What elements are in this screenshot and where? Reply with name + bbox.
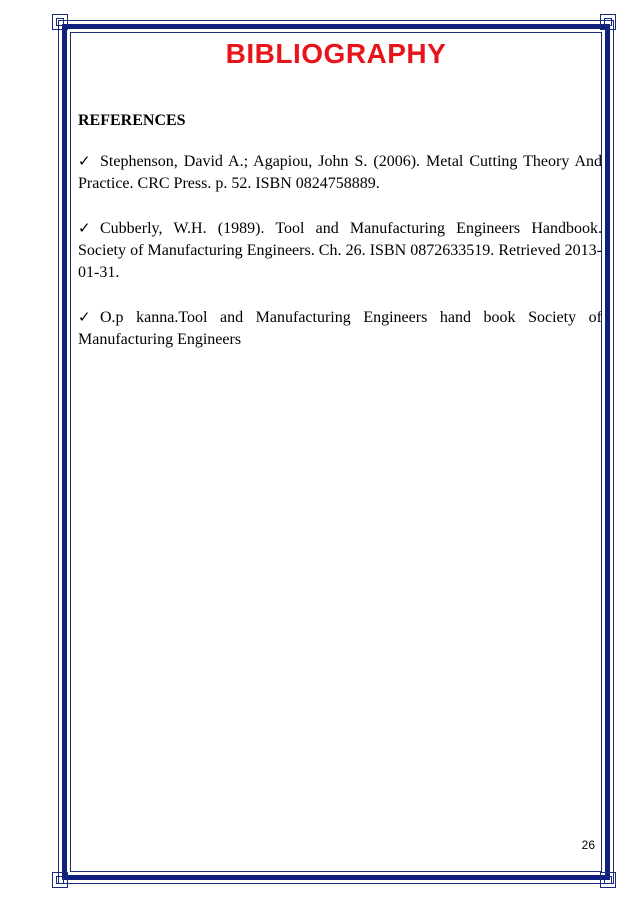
reference-text: Cubberly, W.H. (1989). Tool and Manufacturing Engineers Handbook. Society of Manufacturing Engineers. Ch. 26. ISBN 0872633519. Retrieved 2013-01-31. — [78, 220, 602, 281]
reference-item — [78, 217, 602, 284]
reference-text: Stephenson, David A.; Agapiou, John S. (2006). Metal Cutting Theory And Practice. CRC Press. p. 52. ISBN 0824758889. — [78, 153, 602, 192]
check-icon: ✓ — [78, 152, 91, 170]
check-icon: ✓ — [78, 219, 91, 237]
reference-text: O.p kanna.Tool and Manufacturing Engineers hand book Society of Manufacturing Engineers — [78, 309, 602, 348]
border-corner-ornament — [600, 14, 616, 30]
border-corner-ornament — [600, 872, 616, 888]
reference-item — [78, 150, 602, 195]
page-title: BIBLIOGRAPHY — [225, 38, 447, 69]
reference-item — [78, 306, 602, 351]
check-icon: ✓ — [78, 308, 91, 326]
border-corner-ornament — [52, 872, 68, 888]
page-number: 26 — [581, 838, 595, 852]
border-corner-ornament — [52, 14, 68, 30]
section-heading: REFERENCES — [78, 112, 186, 129]
document-body — [78, 110, 602, 373]
